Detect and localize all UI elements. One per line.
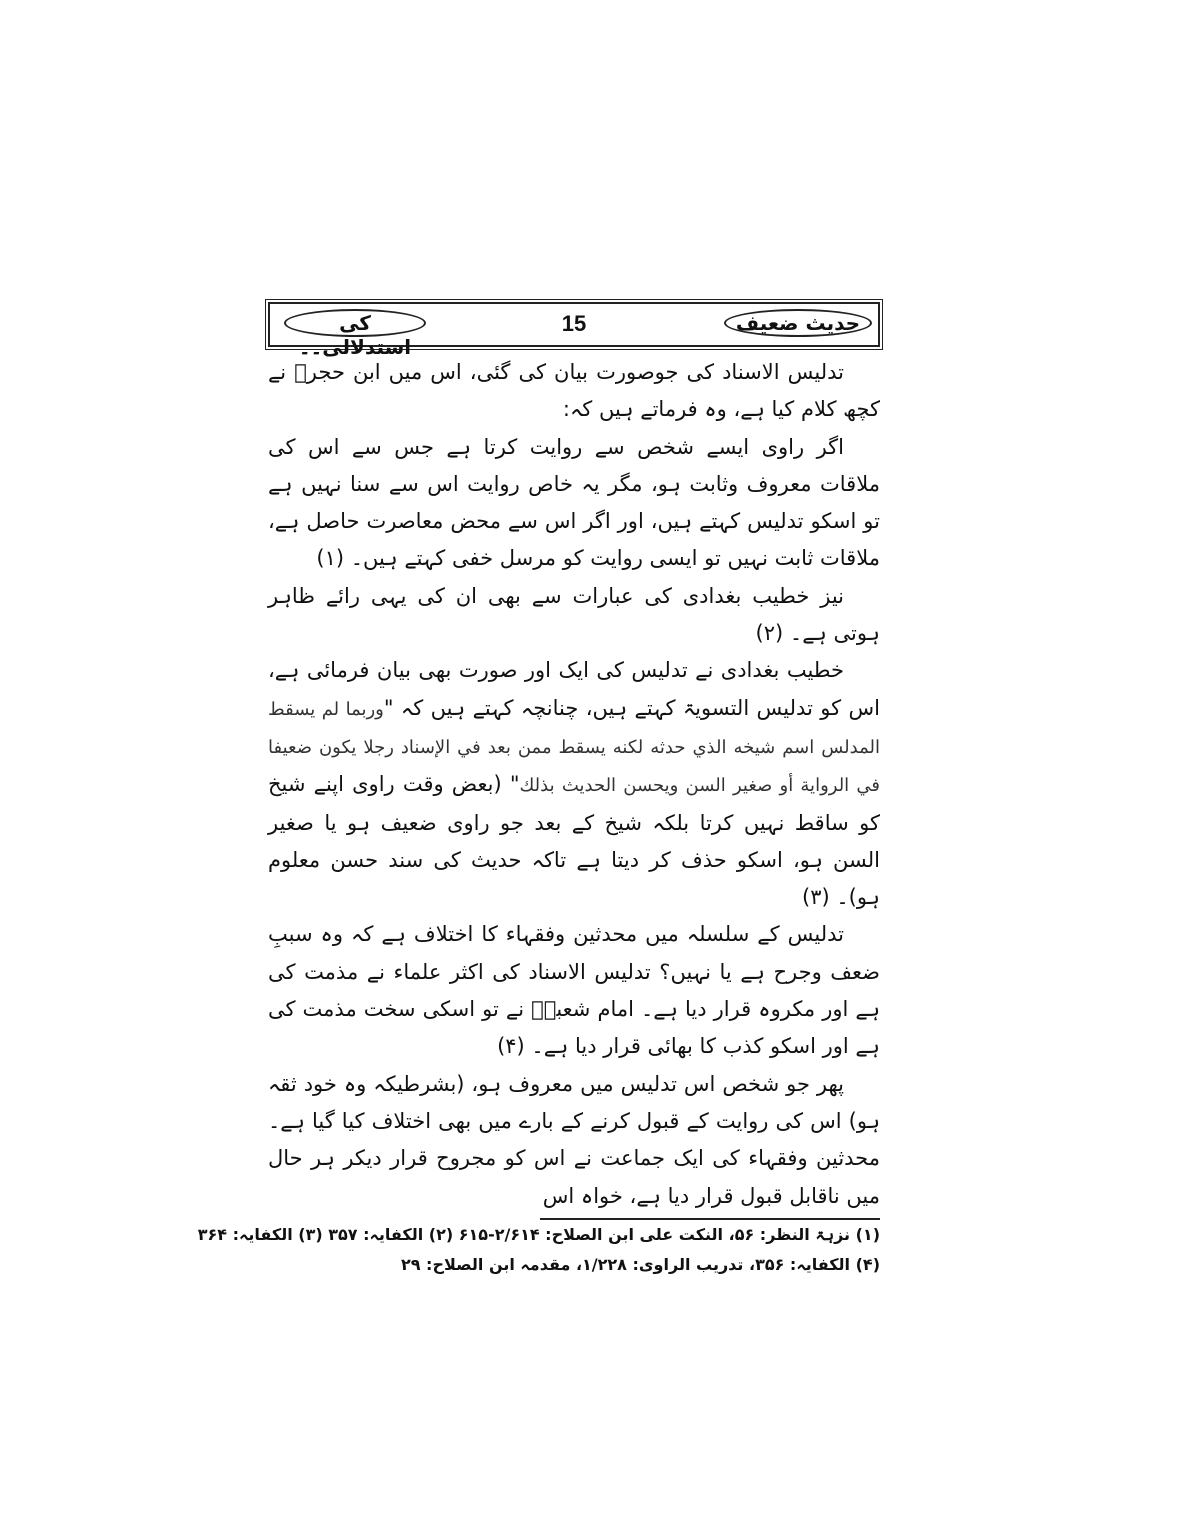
- paragraph: نیز خطیب بغدادی کی عبارات سے بھی ان کی یہی رائے ظاہر ہوتی ہے۔ (۲): [268, 583, 880, 646]
- arabic-quote: وربما لم يسقط المدلس اسم شيخه الذي حدثه لكنه يسقط ممن بعد في الإسناد رجلا يكون ضعيفا في الرواية أو صغير السن ويحسن الحديث بذلك: [268, 698, 880, 797]
- paragraph: تدلیس کے سلسلہ میں محدثین وفقہاء کا اختلاف ہے کہ وہ سببِ ضعف وجرح ہے یا نہیں؟ تدلیس الاسناد کی اکثر علماء نے مذمت کی ہے اور مکروہ قرار دیا ہے۔ امام شعبہؒ نے تو اسکی سخت مذمت کی ہے اور اسکو کذب کا بھائی قرار دیا ہے۔ (۴): [268, 922, 880, 1059]
- footnote-line: (۱) نزہۃ النظر: ۵۶، النکت علی ابن الصلاح: ۲/۶۱۴-۶۱۵ (۲) الکفایہ: ۳۵۷ (۳) الکفایہ: ۳۶۴: [197, 1224, 880, 1244]
- paragraph: تدلیس الاسناد کی جوصورت بیان کی گئی، اس میں ابن حجرؒ نے کچھ کلام کیا ہے، وہ فرماتے ہیں کہ:: [268, 360, 880, 422]
- page-header: [268, 302, 880, 359]
- footnote-line: (۴) الکفایہ: ۳۵۶، تدریب الراوی: ۱/۲۲۸، مقدمہ ابن الصلاح: ۲۹: [400, 1254, 880, 1274]
- page-number: 15: [561, 311, 587, 336]
- header-title-right: حدیث ضعیف: [724, 309, 872, 337]
- paragraph: اگر راوی ایسے شخص سے روایت کرتا ہے جس سے اس کی ملاقات معروف وثابت ہو، مگر یہ خاص روایت اس سے سنا نہیں ہے تو اسکو تدلیس کہتے ہیں، اور اگر اس سے محض معاصرت حاصل ہے، ملاقات ثابت نہیں تو ایسی روایت کو مرسل خفی کہتے ہیں۔ (۱): [268, 434, 880, 571]
- quote-intro: خطیب بغدادی نے تدلیس کی ایک اور صورت بھی بیان فرمائی ہے، اس کو تدلیس التسویۃ کہتے ہیں، چنانچہ کہتے ہیں کہ ": [268, 658, 880, 720]
- header-title-left: کی استدلالی۔۔: [284, 309, 426, 337]
- body-text: [268, 354, 880, 1215]
- quote-translation: " (بعض وقت راوی اپنے شیخ کو ساقط نہیں کرتا بلکہ شیخ کے بعد جو راوی ضعیف ہو یا صغیر السن ہو، اسکو حذف کر دیتا ہے تاکہ حدیث کی سند حسن معلوم ہو)۔ (۳): [268, 772, 880, 910]
- paragraph: پھر جو شخص اس تدلیس میں معروف ہو، (بشرطیکہ وہ خود ثقہ ہو) اس کی روایت کے قبول کرنے کے بارے میں بھی اختلاف کیا گیا ہے۔ محدثین وفقہاء کی ایک جماعت نے اس کو مجروح قرار دیکر ہر حال میں ناقابل قبول قرار دیا ہے، خواہ اس: [268, 1071, 880, 1208]
- paragraph-with-arabic-quote: [268, 652, 880, 916]
- book-page: [197, 302, 880, 1280]
